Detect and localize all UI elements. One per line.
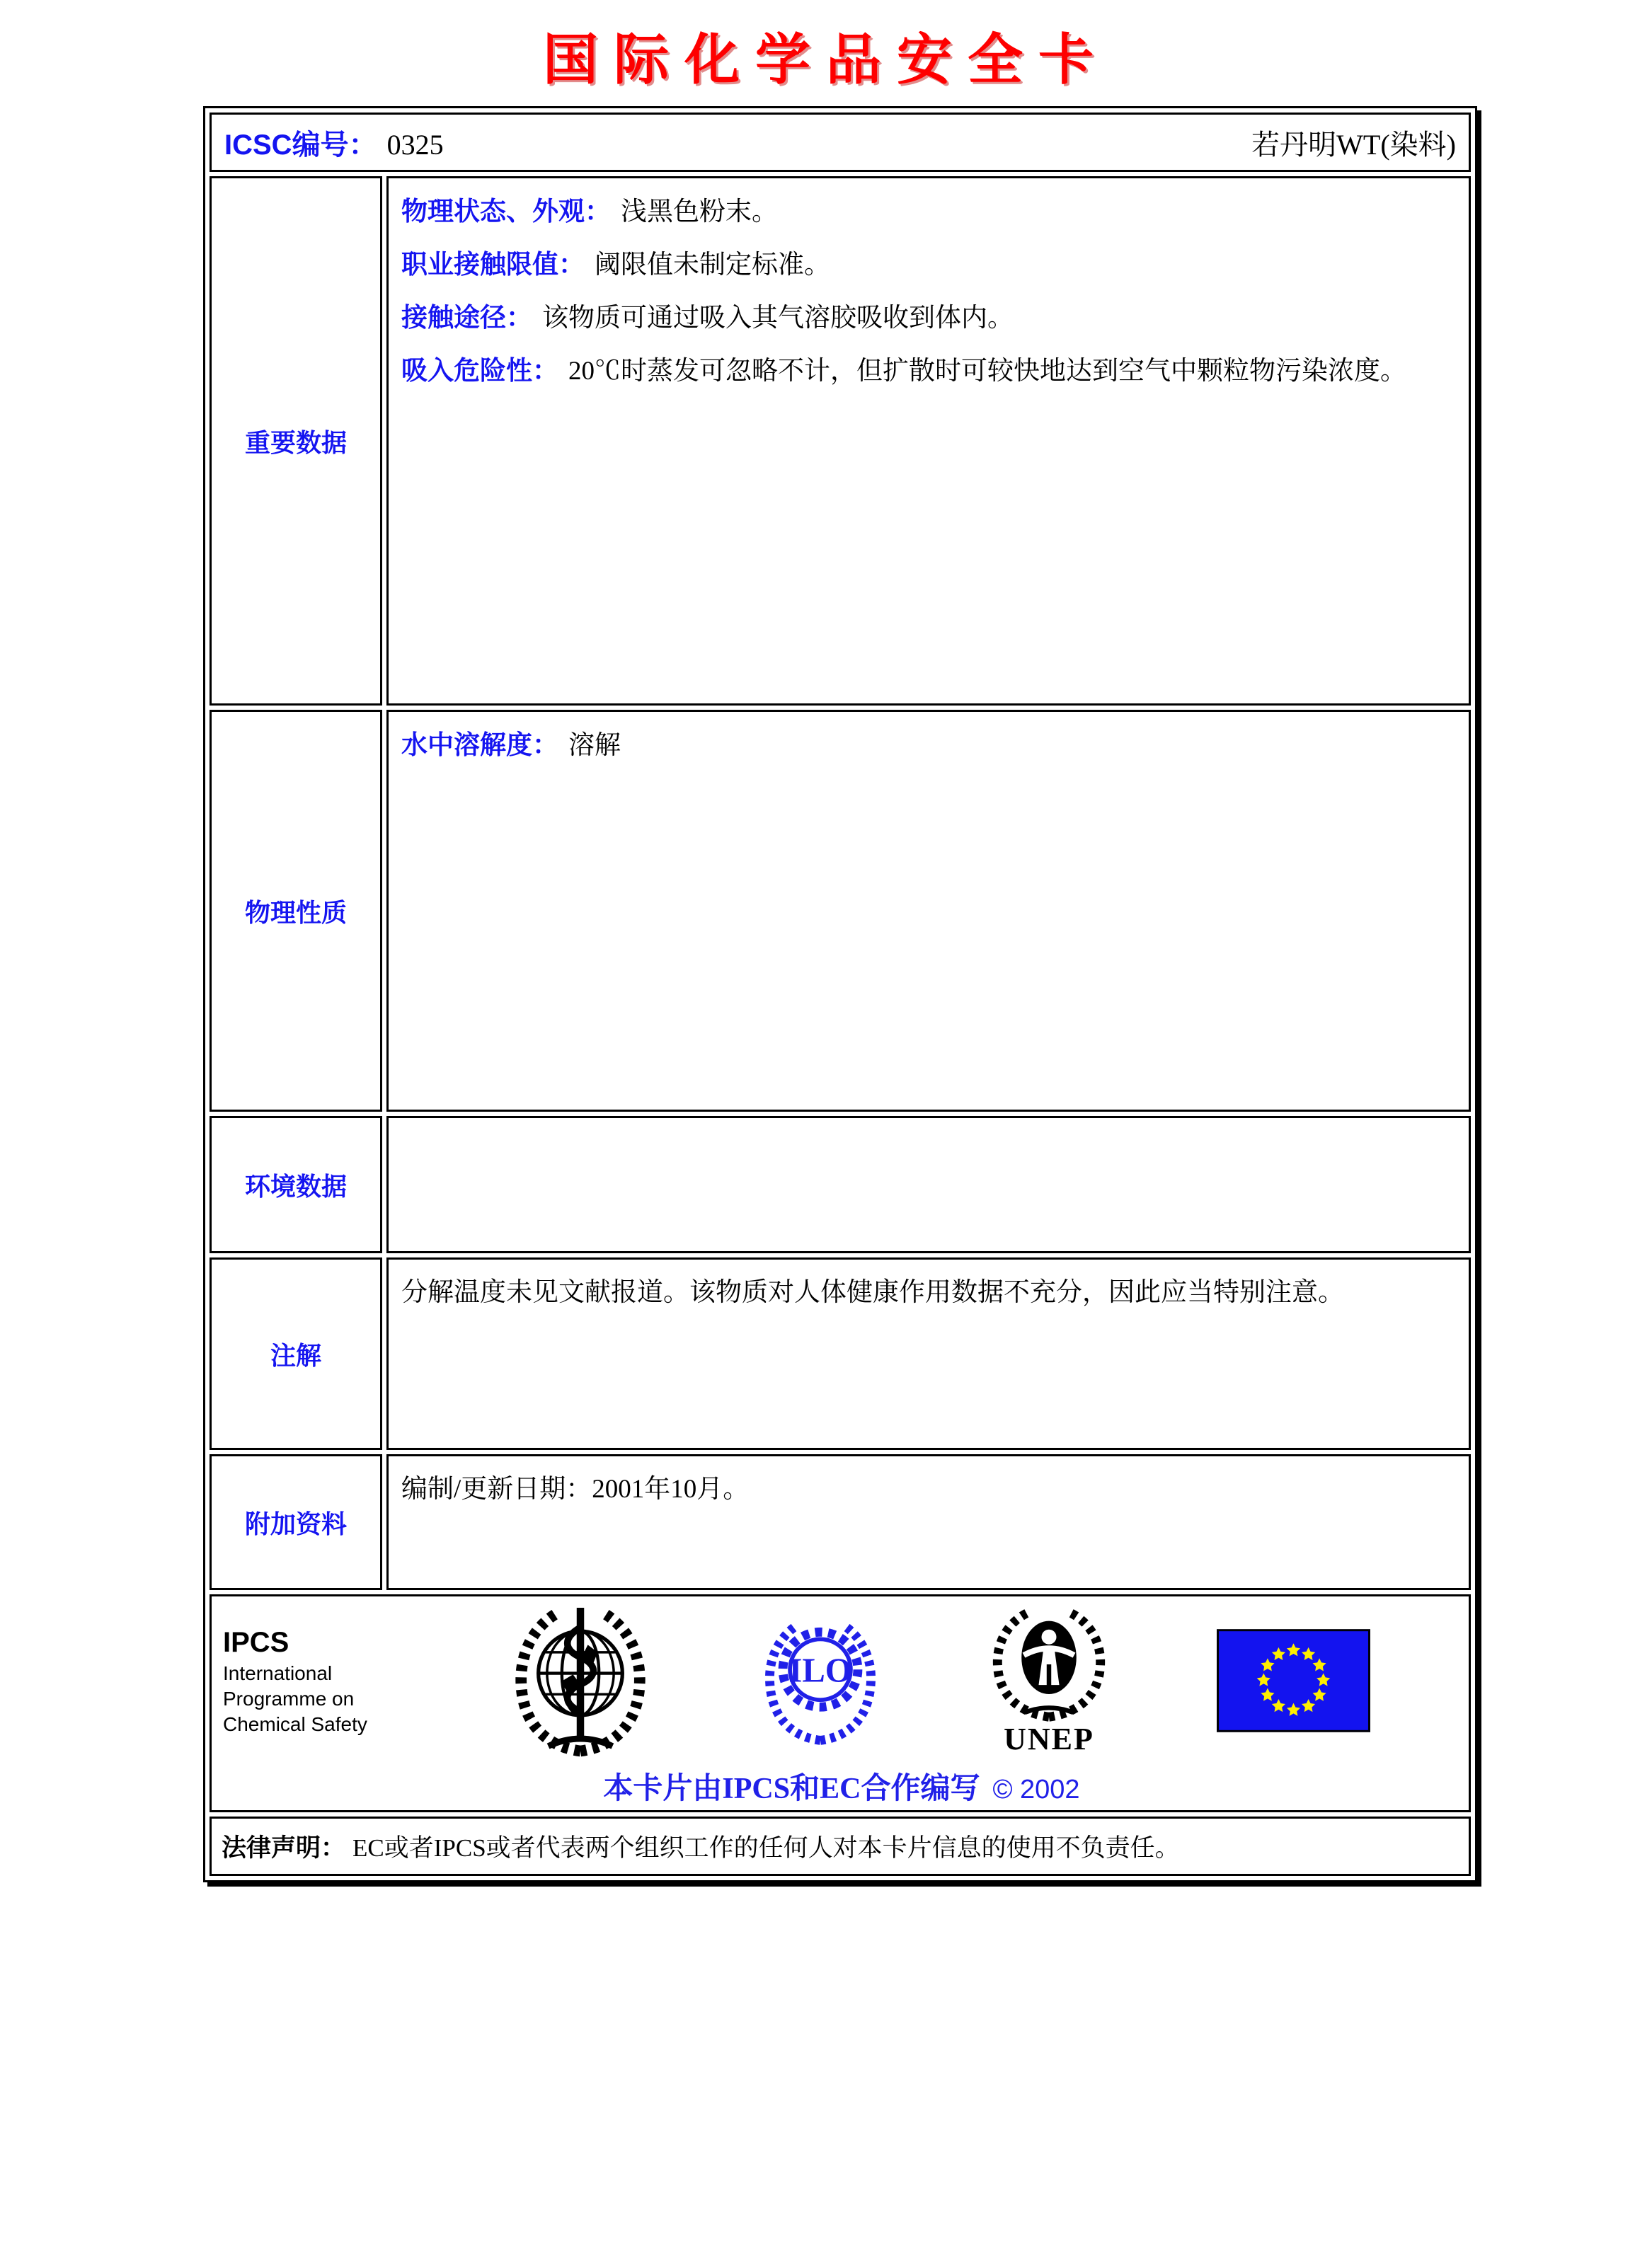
legal-text: EC或者IPCS或者代表两个组织工作的任何人对本卡片信息的使用不负责任。 [352,1834,1180,1862]
page-title: 国际化学品安全卡 [542,29,1109,91]
section-label-important: 重要数据 [210,176,382,706]
card-header-cell [210,113,1471,172]
copyright-text: © 2002 [992,1775,1080,1804]
icsc-number-group [224,122,444,163]
entry-label: 职业接触限值： [401,250,585,279]
section-label-environment: 环境数据 [210,1116,382,1253]
entry-text: 阈限值未制定标准。 [595,251,830,280]
credit-line [222,1765,1462,1807]
notes-text: 分解温度未见文献报道。该物质对人体健康作用数据不充分，因此应当特别注意。 [401,1278,1344,1307]
legal-cell [210,1817,1471,1876]
physical-properties-row [210,710,1471,1112]
icsc-card-table [203,106,1477,1882]
unep-label: UNEP [1004,1721,1094,1756]
section-content-notes [386,1257,1471,1450]
notes-row [210,1257,1471,1450]
chemical-name: 若丹明WT(染料) [1251,128,1456,161]
unep-logo [986,1605,1112,1757]
ilo-letters: ILO [788,1651,852,1690]
section-label-notes: 注解 [210,1257,382,1450]
organizations-footer-cell [210,1594,1471,1812]
legal-label: 法律声明： [222,1834,346,1862]
section-content-additional [386,1454,1471,1590]
eu-flag-icon [1217,1629,1370,1732]
entry-physical-state [401,185,1456,238]
icsc-number-label: ICSC编号： [224,129,377,161]
ipcs-line-1: International [223,1662,333,1684]
entry-label: 水中溶解度： [401,730,558,759]
ipcs-text-block [223,1624,401,1737]
eu-flag [1217,1629,1370,1732]
entry-water-solubility [401,719,1456,772]
section-label-additional: 附加资料 [210,1454,382,1590]
section-label-physical: 物理性质 [210,710,382,1112]
section-content-environment [386,1116,1471,1253]
entry-label: 物理状态、外观： [401,197,611,226]
organizations-footer-row [210,1594,1471,1812]
who-logo-icon [506,1603,655,1758]
environmental-data-row [210,1116,1471,1253]
entry-text: 溶解 [568,731,621,760]
card-header-row [210,113,1471,172]
who-logo [506,1603,655,1758]
entry-exposure-route [401,292,1456,345]
section-content-important [386,176,1471,706]
entry-text: 浅黑色粉末。 [621,197,778,226]
ipcs-line-3: Chemical Safety [223,1713,367,1735]
entry-label: 吸入危险性： [401,356,558,385]
credit-text: 本卡片由IPCS和EC合作编写 [603,1773,980,1805]
additional-label: 编制/更新日期： [401,1475,592,1504]
ilo-logo [759,1615,881,1746]
icsc-number-value: 0325 [386,128,444,161]
entry-text: 该物质可通过吸入其气溶胶吸收到体内。 [542,304,1014,333]
unep-logo-icon [986,1605,1112,1724]
section-content-physical [386,710,1471,1112]
additional-text: 2001年10月。 [592,1475,750,1504]
additional-info-row [210,1454,1471,1590]
entry-label: 接触途径： [401,303,532,332]
additional-entry [401,1463,1456,1513]
entry-exposure-limit [401,238,1456,292]
ilo-logo-icon [759,1615,881,1746]
important-data-row [210,176,1471,706]
entry-inhalation-risk [401,345,1456,398]
legal-row [210,1817,1471,1876]
entry-text: 20℃时蒸发可忽略不计，但扩散时可较快地达到空气中颗粒物污染浓度。 [568,357,1406,386]
ipcs-line-2: Programme on [223,1688,355,1710]
ipcs-acronym: IPCS [223,1627,289,1658]
